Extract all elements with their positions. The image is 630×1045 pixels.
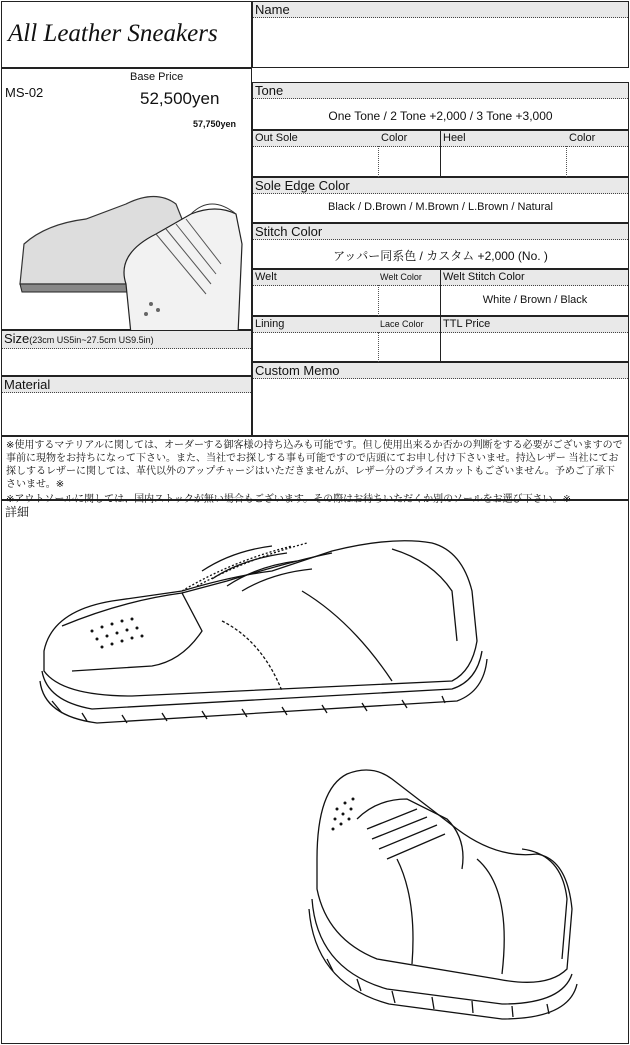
sole-heel-row: [252, 130, 629, 177]
name-label: Name: [253, 2, 628, 18]
base-price: 52,500yen: [140, 89, 220, 108]
welt-row: [252, 269, 629, 316]
shoe-photo: [6, 134, 251, 334]
stitch-color-field[interactable]: [252, 223, 629, 269]
heel-label: Heel: [443, 132, 466, 144]
stitch-color-label: Stitch Color: [253, 224, 628, 240]
welt-label: Welt: [255, 271, 277, 283]
outsole-note: ※アウトソールに関しては、国内ストックが無い場合もございます。その際はお待ちいただくか別のソールをお選び下さい。※: [6, 494, 572, 505]
heel-color-label: Color: [569, 132, 596, 144]
divider: [378, 146, 379, 177]
tone-options: One Tone / 2 Tone +2,000 / 3 Tone +3,000: [328, 109, 553, 123]
ttl-price-label: TTL Price: [443, 318, 491, 330]
shoe-front-drawing: [297, 759, 597, 1039]
product-title: All Leather Sneakers: [8, 20, 218, 47]
stitch-options: アッパー同系色 / カスタム +2,000 (No. ): [333, 249, 548, 263]
custom-memo-field[interactable]: [252, 362, 629, 436]
material-note: ※使用するマテリアルに関しては、オーダーする御客様の持ち込みも可能です。但し使用出来るか否かの判断をする必要がございますので事前に現物をお持ちになって下さい。また、当社でお探しする事も可能ですので店頭にてお申し付け下さいませ。持込レザー 当社にてお探しするレザーに関しては、革代以外のアップチャージはいただきませんが、レザー分のプライスカットもございません。予めご了承下さいませ。※: [6, 440, 623, 490]
detail-box: [1, 500, 629, 1044]
size-header: [2, 331, 251, 349]
detail-label: 詳細: [5, 505, 30, 519]
name-field[interactable]: [252, 1, 629, 68]
sole-edge-color-field[interactable]: [252, 177, 629, 223]
shoe-side-drawing: [32, 531, 502, 761]
tone-field[interactable]: [252, 82, 629, 130]
sole-edge-options: Black / D.Brown / M.Brown / L.Brown / Natural: [328, 201, 553, 213]
material-field[interactable]: [1, 376, 252, 436]
out-sole-color-label: Color: [381, 132, 408, 144]
title-box: [1, 1, 252, 68]
price-with-tax: 57,750yen: [193, 119, 237, 129]
sole-edge-color-label: Sole Edge Color: [253, 178, 628, 194]
product-info-box: [1, 68, 252, 330]
welt-color-label: Welt Color: [380, 272, 422, 282]
tone-label: Tone: [253, 83, 628, 99]
material-label: Material: [2, 377, 251, 393]
divider: [378, 332, 379, 362]
divider: [440, 270, 441, 316]
out-sole-label: Out Sole: [255, 132, 298, 144]
size-range: (23cm US5in~27.5cm US9.5in): [29, 335, 154, 345]
lining-label: Lining: [255, 318, 285, 330]
divider: [378, 285, 379, 316]
base-price-label: Base Price: [130, 71, 184, 83]
size-field[interactable]: [1, 330, 252, 376]
divider: [440, 317, 441, 362]
welt-stitch-options: White / Brown / Black: [482, 294, 588, 306]
divider: [566, 146, 567, 177]
lining-row: [252, 316, 629, 362]
size-label: Size: [4, 331, 30, 346]
lace-color-label: Lace Color: [380, 319, 424, 329]
product-code: MS-02: [5, 85, 44, 100]
welt-stitch-color-label: Welt Stitch Color: [443, 271, 525, 283]
notes-box: [1, 436, 629, 505]
custom-memo-label: Custom Memo: [253, 363, 628, 379]
divider: [440, 131, 441, 177]
